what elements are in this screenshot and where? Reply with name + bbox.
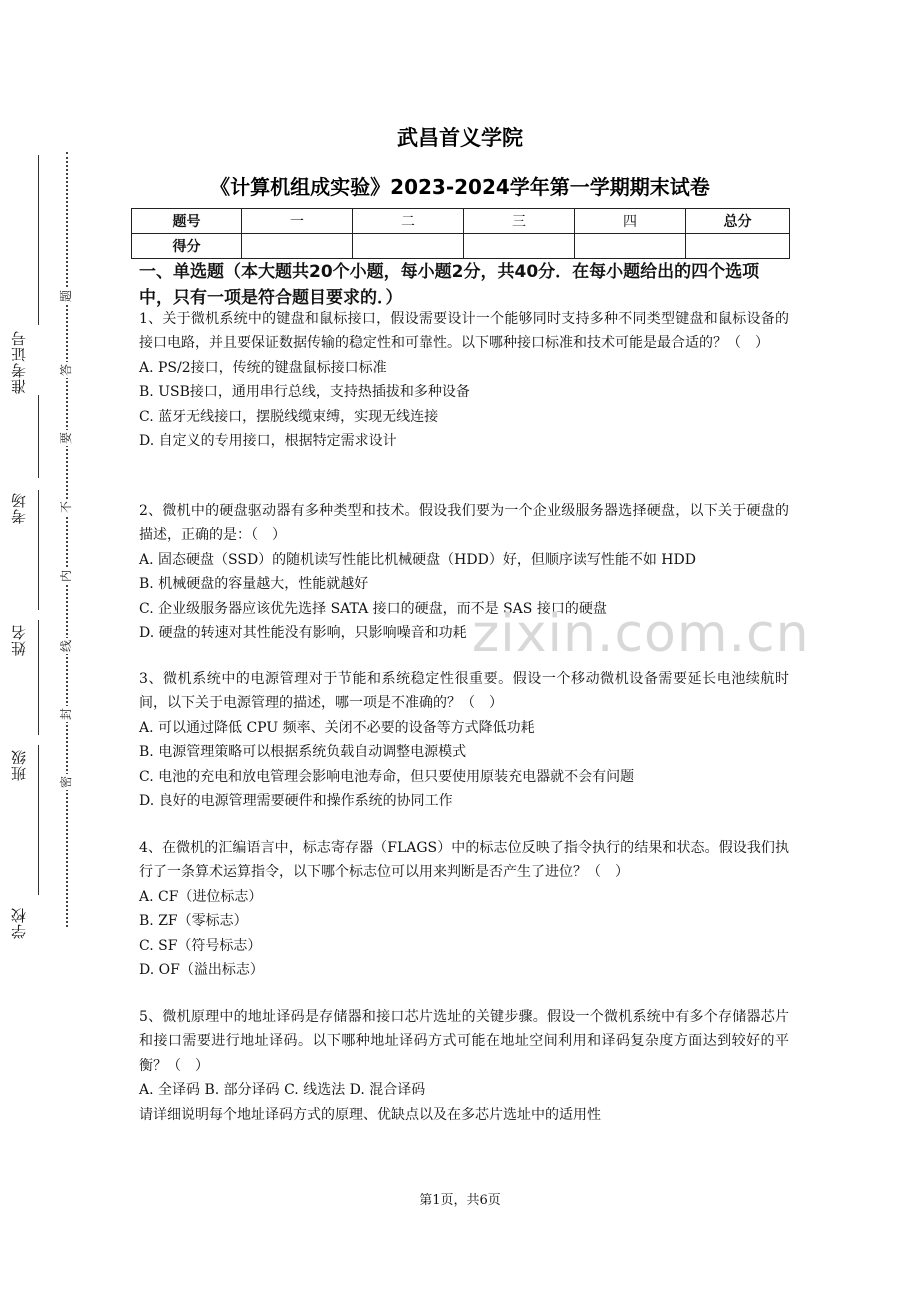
score-cell[interactable] — [686, 234, 790, 259]
score-table-header: 一 — [242, 209, 353, 234]
score-table-header: 三 — [464, 209, 575, 234]
score-table — [131, 208, 790, 259]
school-label: 学校 — [10, 907, 28, 939]
question-stem: 1、关于微机系统中的键盘和鼠标接口，假设需要设计一个能够同时支持多种不同类型键盘和鼠标设备的接口电路，并且要保证数据传输的稳定性和可靠性。以下哪种接口标准和技术可能是最合适的？（ ） — [139, 311, 789, 352]
score-table-header: 题号 — [132, 209, 242, 234]
question-option: A. 全译码 B. 部分译码 C. 线选法 D. 混合译码 — [139, 1082, 426, 1099]
question-option: B. 机械硬盘的容量越大，性能就越好 — [139, 576, 369, 593]
seal-char: 内 — [59, 570, 73, 583]
watermark: zixin.com.cn — [472, 604, 810, 664]
question-1 — [139, 307, 789, 453]
question-stem: 3、微机系统中的电源管理对于节能和系统稳定性很重要。假设一个移动微机设备需要延长电池续航时间，以下关于电源管理的描述，哪一项是不准确的？（ ） — [139, 671, 789, 712]
score-cell[interactable] — [575, 234, 686, 259]
question-5 — [139, 1005, 789, 1127]
question-option: B. USB接口，通用串行总线，支持热插拔和多种设备 — [139, 384, 470, 401]
score-cell[interactable] — [242, 234, 353, 259]
score-cell[interactable] — [464, 234, 575, 259]
seal-char: 答 — [59, 364, 73, 377]
question-option: C. 企业级服务器应该优先选择 SATA 接口的硬盘，而不是 SAS 接口的硬盘 — [139, 600, 607, 617]
question-option: B. ZF（零标志） — [139, 913, 248, 930]
score-row-label: 得分 — [132, 234, 242, 259]
question-stem: 5、微机原理中的地址译码是存储器和接口芯片选址的关键步骤。假设一个微机系统中有多个存储器芯片和接口需要进行地址译码。以下哪种地址译码方式可能在地址空间利用和译码复杂度方面达到较好的平衡？（ ） — [139, 1009, 789, 1074]
score-cell[interactable] — [353, 234, 464, 259]
name-label: 姓名 — [10, 624, 28, 656]
question-option: D. 自定义的专用接口，根据特定需求设计 — [139, 433, 397, 450]
question-option: C. 蓝牙无线接口，摆脱线缆束缚，实现无线连接 — [139, 408, 439, 425]
score-table-header-row — [132, 209, 790, 234]
question-option: D. 硬盘的转速对其性能没有影响，只影响噪音和功耗 — [139, 625, 467, 642]
ticket-number-label: 准考证号 — [10, 330, 28, 395]
question-instruction: 请详细说明每个地址译码方式的原理、优缺点以及在多芯片选址中的适用性 — [139, 1106, 601, 1123]
seal-char: 封 — [59, 708, 73, 721]
seal-dotted-line — [66, 152, 68, 927]
question-option: D. 良好的电源管理需要硬件和操作系统的协同工作 — [139, 793, 453, 810]
seal-char: 题 — [59, 290, 73, 303]
section-title: 一、单选题（本大题共20个小题，每小题2分，共40分．在每小题给出的四个选项中，只有一项是符合题目要求的．） — [139, 262, 760, 308]
seal-char: 密 — [59, 776, 73, 789]
score-table-score-row — [132, 234, 790, 259]
question-stem: 4、在微机的汇编语言中，标志寄存器（FLAGS）中的标志位反映了指令执行的结果和状态。假设我们执行了一条算术运算指令，以下哪个标志位可以用来判断是否产生了进位？（ ） — [139, 840, 789, 881]
school-title: 武昌首义学院 — [397, 126, 523, 150]
question-option: A. 固态硬盘（SSD）的随机读写性能比机械硬盘（HDD）好，但顺序读写性能不如 HDD — [139, 551, 696, 568]
score-table-header: 总分 — [686, 209, 790, 234]
question-stem: 2、微机中的硬盘驱动器有多种类型和技术。假设我们要为一个企业级服务器选择硬盘，以下关于硬盘的描述，正确的是：（ ） — [139, 503, 789, 544]
question-option: A. CF（进位标志） — [139, 888, 263, 905]
question-option: B. 电源管理策略可以根据系统负载自动调整电源模式 — [139, 744, 467, 761]
score-table-header: 二 — [353, 209, 464, 234]
question-option: C. SF（符号标志） — [139, 937, 262, 954]
exam-title: 《计算机组成实验》2023-2024学年第一学期期末试卷 — [210, 175, 710, 199]
question-option: A. PS/2接口，传统的键盘鼠标接口标准 — [139, 359, 387, 376]
class-label: 班级 — [10, 749, 28, 781]
question-2 — [139, 499, 789, 645]
seal-char: 线 — [59, 640, 73, 653]
exam-room-label: 考场 — [10, 492, 28, 524]
question-4 — [139, 836, 789, 982]
exam-room-field-line — [38, 395, 39, 478]
seal-char: 要 — [59, 432, 73, 445]
page-footer: 第1页，共6页 — [419, 1193, 501, 1208]
score-table-header: 四 — [575, 209, 686, 234]
question-option: A. 可以通过降低 CPU 频率、关闭不必要的设备等方式降低功耗 — [139, 719, 535, 736]
question-3 — [139, 667, 789, 813]
seal-char: 不 — [59, 501, 73, 514]
question-option: D. OF（溢出标志） — [139, 962, 264, 979]
question-option: C. 电池的充电和放电管理会影响电池寿命，但只要使用原装充电器就不会有问题 — [139, 768, 635, 785]
